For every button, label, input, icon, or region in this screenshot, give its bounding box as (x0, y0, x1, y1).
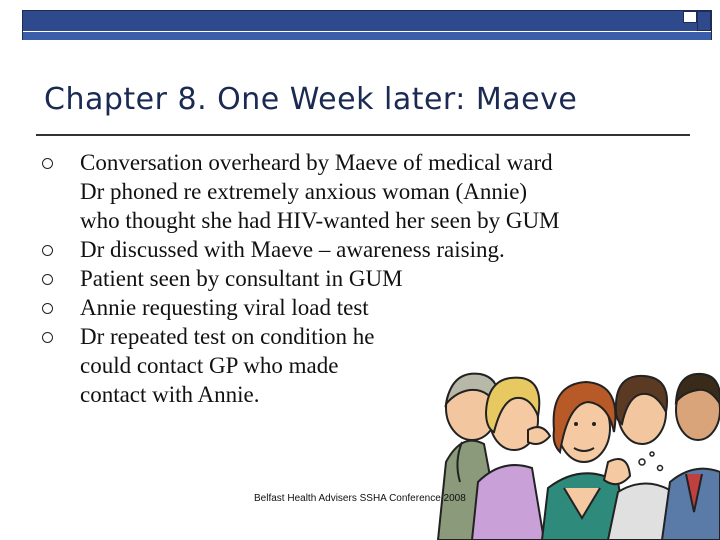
header-band (22, 10, 712, 40)
bullet-line: Dr discussed with Maeve – awareness raising. (80, 237, 505, 262)
bullet-circle-icon (42, 332, 53, 343)
header-band-bottom (23, 32, 711, 40)
bullet-line: could contact GP who made (80, 353, 339, 378)
whispering-people-clipart (432, 312, 720, 540)
bullet-line: Annie requesting viral load test (80, 295, 369, 320)
bullet-circle-icon (42, 303, 53, 314)
title-divider (36, 134, 690, 136)
slide-footer: Belfast Health Advisers SSHA Conference 2008 (254, 493, 466, 504)
header-square-light (683, 11, 697, 23)
bullet-item (40, 148, 680, 235)
slide-title: Chapter 8. One Week later: Maeve (44, 82, 578, 117)
bullet-line: Conversation overheard by Maeve of medical ward (80, 150, 553, 175)
header-square-dark (697, 11, 711, 31)
bullet-circle-icon (42, 158, 53, 169)
bullet-circle-icon (42, 274, 53, 285)
bullet-line: contact with Annie. (80, 382, 260, 407)
bullet-item (40, 264, 680, 293)
bullet-line: Dr phoned re extremely anxious woman (Annie) (80, 179, 528, 204)
bullet-line: Dr repeated test on condition he (80, 324, 375, 349)
bullet-circle-icon (42, 245, 53, 256)
bullet-line: who thought she had HIV-wanted her seen by GUM (80, 208, 560, 233)
header-band-top (23, 11, 711, 31)
bullet-item (40, 235, 680, 264)
bullet-line: Patient seen by consultant in GUM (80, 266, 403, 291)
